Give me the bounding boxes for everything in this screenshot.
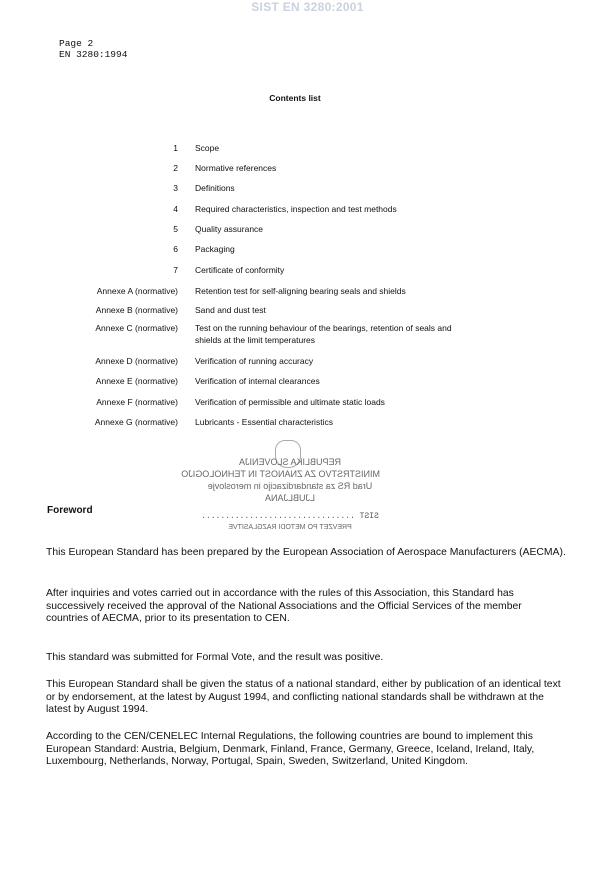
toc-item-number: Annexe E (normative) — [95, 376, 178, 386]
toc-item-title: Required characteristics, inspection and test methods — [195, 204, 397, 214]
foreword-heading: Foreword — [47, 505, 93, 516]
foreword-paragraph: After inquiries and votes carried out in accordance with the rules of this Association, this Standard has successively received the approval of the National Associations and the Official Services of the member countries of AECMA, prior to its presentation to CEN. — [46, 588, 522, 624]
toc-item-number: 7 — [173, 265, 178, 275]
page-number: Page 2 — [59, 38, 94, 49]
stamp-line: LJUBLJANA — [264, 493, 316, 503]
foreword-paragraph: This European Standard has been prepared by the European Association of Aerospace Manufacturers (AECMA). — [46, 547, 566, 558]
contents-title: Contents list — [269, 93, 321, 103]
toc-item-number: 2 — [173, 163, 178, 173]
toc-item-number: Annexe D (normative) — [95, 356, 178, 366]
toc-item-title: Verification of running accuracy — [195, 356, 314, 366]
toc-item-number: 4 — [173, 204, 178, 214]
toc-item-number: 1 — [173, 143, 178, 153]
toc-item-number: Annexe G (normative) — [94, 417, 178, 427]
toc-item-title: Test on the running behaviour of the bearings, retention of seals and shields at the limit temperatures — [195, 323, 452, 345]
toc-item-number: 6 — [173, 244, 178, 254]
foreword-paragraph: This standard was submitted for Formal Vote, and the result was positive. — [46, 652, 384, 663]
toc-item-title: Verification of permissible and ultimate static loads — [195, 397, 385, 407]
toc-item-number: 5 — [173, 224, 178, 234]
toc-item-number: Annexe F (normative) — [96, 397, 178, 407]
foreword-paragraph: This European Standard shall be given the status of a national standard, either by publication of an identical text or by endorsement, at the latest by August 1994, and conflicting national standards shall be withdrawn at the latest by August 1994. — [46, 679, 561, 715]
page-header — [59, 38, 127, 60]
toc-item-title: Packaging — [195, 244, 235, 254]
toc-item-number: 3 — [173, 183, 178, 193]
toc-item-title: Scope — [195, 143, 220, 153]
toc-item-title: Certificate of conformity — [195, 265, 285, 275]
stamp-line: SIST ................................ — [201, 512, 379, 521]
toc-item-number: Annexe B (normative) — [95, 305, 178, 315]
foreword-paragraph: According to the CEN/CENELEC Internal Regulations, the following countries are bound to implement this European Standard: Austria, Belgium, Denmark, Finland, France, Germany, Greece, Iceland, Ireland, Italy, Luxembourg, Netherlands, Norway, Portugal, Spain, Sweden, Switzerland, United Kingdom. — [46, 731, 535, 767]
toc-item-number: Annexe A (normative) — [96, 286, 178, 296]
toc-item-title: Retention test for self-aligning bearing seals and shields — [195, 286, 406, 296]
stamp-line: PREVZET PO METODI RAZGLASITVE — [228, 524, 352, 531]
stamp-line: MINISTRSTVO ZA ZNANOST IN TEHNOLOGIJO — [181, 469, 380, 479]
stamp-line: REPUBLIKA SLOVENIJA — [238, 457, 342, 467]
stamp-line: Urad RS za standardizacijo in meroslovje — [207, 481, 373, 491]
toc-item-title: Lubricants - Essential characteristics — [195, 417, 333, 427]
toc-item-title: Quality assurance — [195, 224, 264, 234]
document-reference: EN 3280:1994 — [59, 49, 128, 60]
toc-item-title: Verification of internal clearances — [195, 376, 320, 386]
official-stamp — [181, 440, 380, 535]
toc-item-title: Sand and dust test — [195, 305, 266, 315]
watermark-title: SIST EN 3280:2001 — [251, 0, 364, 14]
toc-item-title: Definitions — [195, 183, 235, 193]
toc-item-number: Annexe C (normative) — [95, 323, 178, 333]
toc-item-title: Normative references — [195, 163, 277, 173]
